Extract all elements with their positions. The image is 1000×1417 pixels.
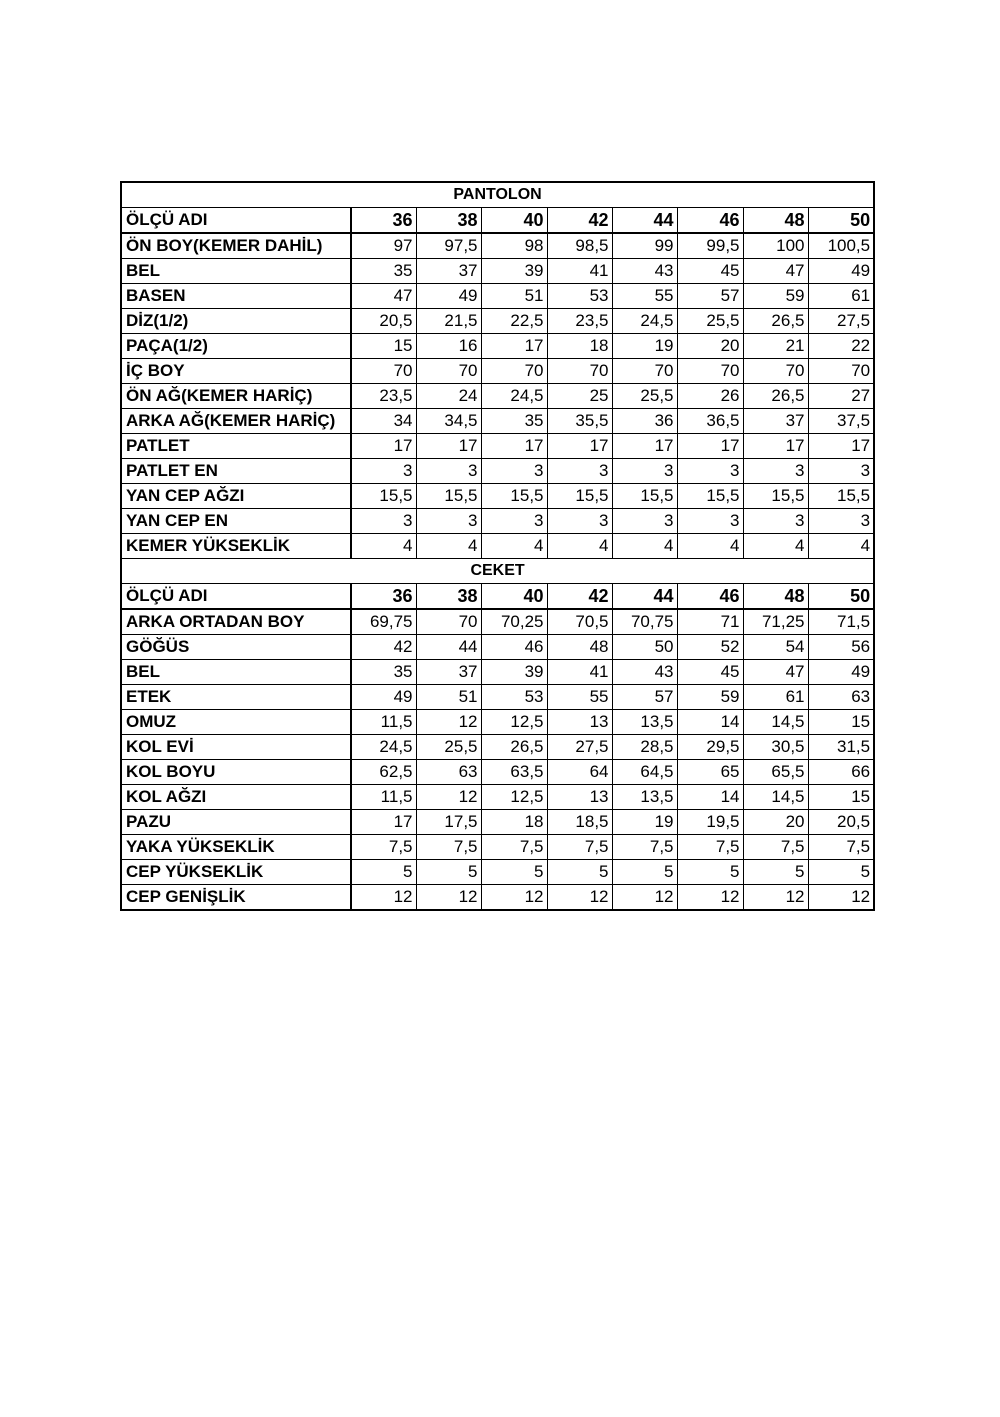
measurement-value: 7,5 xyxy=(743,835,808,860)
measurement-row xyxy=(121,810,874,835)
measurement-label: GÖĞÜS xyxy=(121,635,351,660)
measurement-value: 63 xyxy=(808,685,874,710)
measurement-value: 3 xyxy=(677,459,743,484)
measurement-value: 17 xyxy=(351,810,416,835)
measurement-value: 23,5 xyxy=(547,309,612,334)
measurement-value: 52 xyxy=(677,635,743,660)
measurement-row xyxy=(121,359,874,384)
measurement-value: 5 xyxy=(808,860,874,885)
measurement-value: 98,5 xyxy=(547,233,612,259)
measurement-value: 70 xyxy=(416,609,481,635)
measurement-label: BEL xyxy=(121,259,351,284)
measurement-value: 47 xyxy=(351,284,416,309)
size-header-cell: 40 xyxy=(481,208,547,234)
measurement-value: 70 xyxy=(416,359,481,384)
measurement-value: 3 xyxy=(677,509,743,534)
measurement-label: ETEK xyxy=(121,685,351,710)
measurement-label: OMUZ xyxy=(121,710,351,735)
measurement-value: 12 xyxy=(416,785,481,810)
measurement-name-header: ÖLÇÜ ADI xyxy=(121,208,351,234)
measurement-value: 4 xyxy=(743,534,808,559)
measurement-label: YAKA YÜKSEKLİK xyxy=(121,835,351,860)
measurement-value: 3 xyxy=(547,459,612,484)
measurement-value: 13 xyxy=(547,785,612,810)
measurement-row xyxy=(121,459,874,484)
measurement-value: 17 xyxy=(481,434,547,459)
measurement-value: 3 xyxy=(481,459,547,484)
section-title-row xyxy=(121,182,874,208)
measurement-value: 15,5 xyxy=(808,484,874,509)
measurement-value: 19 xyxy=(612,810,677,835)
size-chart-table xyxy=(120,181,875,911)
measurement-label: KOL AĞZI xyxy=(121,785,351,810)
measurement-row xyxy=(121,384,874,409)
measurement-value: 13,5 xyxy=(612,710,677,735)
measurement-value: 15,5 xyxy=(612,484,677,509)
measurement-value: 20,5 xyxy=(351,309,416,334)
measurement-value: 18 xyxy=(481,810,547,835)
size-header-cell: 36 xyxy=(351,208,416,234)
measurement-value: 48 xyxy=(547,635,612,660)
measurement-value: 4 xyxy=(416,534,481,559)
measurement-value: 12 xyxy=(416,885,481,911)
measurement-value: 12 xyxy=(416,710,481,735)
measurement-value: 37,5 xyxy=(808,409,874,434)
measurement-value: 15,5 xyxy=(743,484,808,509)
measurement-value: 70,5 xyxy=(547,609,612,635)
measurement-value: 35 xyxy=(481,409,547,434)
measurement-row xyxy=(121,685,874,710)
measurement-value: 29,5 xyxy=(677,735,743,760)
measurement-value: 49 xyxy=(351,685,416,710)
measurement-value: 97 xyxy=(351,233,416,259)
measurement-value: 53 xyxy=(547,284,612,309)
measurement-value: 3 xyxy=(612,459,677,484)
measurement-label: ÖN BOY(KEMER DAHİL) xyxy=(121,233,351,259)
measurement-value: 7,5 xyxy=(547,835,612,860)
measurement-value: 47 xyxy=(743,259,808,284)
measurement-value: 27,5 xyxy=(808,309,874,334)
measurement-value: 27 xyxy=(808,384,874,409)
measurement-value: 19 xyxy=(612,334,677,359)
size-header-cell: 48 xyxy=(743,584,808,610)
measurement-row xyxy=(121,635,874,660)
measurement-value: 70 xyxy=(351,359,416,384)
measurement-value: 65 xyxy=(677,760,743,785)
measurement-value: 22,5 xyxy=(481,309,547,334)
size-header-cell: 36 xyxy=(351,584,416,610)
measurement-value: 7,5 xyxy=(351,835,416,860)
measurement-value: 12 xyxy=(612,885,677,911)
measurement-value: 31,5 xyxy=(808,735,874,760)
measurement-value: 3 xyxy=(808,459,874,484)
measurement-value: 3 xyxy=(351,509,416,534)
size-header-cell: 48 xyxy=(743,208,808,234)
measurement-row xyxy=(121,710,874,735)
measurement-value: 12 xyxy=(743,885,808,911)
measurement-value: 26,5 xyxy=(481,735,547,760)
measurement-value: 5 xyxy=(416,860,481,885)
measurement-value: 17 xyxy=(416,434,481,459)
measurement-value: 97,5 xyxy=(416,233,481,259)
size-header-cell: 50 xyxy=(808,208,874,234)
measurement-value: 56 xyxy=(808,635,874,660)
measurement-value: 15 xyxy=(808,785,874,810)
measurement-value: 22 xyxy=(808,334,874,359)
measurement-value: 30,5 xyxy=(743,735,808,760)
measurement-value: 12,5 xyxy=(481,785,547,810)
measurement-value: 21 xyxy=(743,334,808,359)
measurement-value: 64 xyxy=(547,760,612,785)
measurement-value: 99,5 xyxy=(677,233,743,259)
measurement-value: 5 xyxy=(677,860,743,885)
measurement-value: 5 xyxy=(547,860,612,885)
measurement-value: 5 xyxy=(743,860,808,885)
measurement-value: 65,5 xyxy=(743,760,808,785)
measurement-value: 70,75 xyxy=(612,609,677,635)
measurement-value: 17 xyxy=(612,434,677,459)
measurement-value: 19,5 xyxy=(677,810,743,835)
measurement-value: 17 xyxy=(808,434,874,459)
measurement-value: 4 xyxy=(547,534,612,559)
measurement-value: 17,5 xyxy=(416,810,481,835)
size-header-cell: 46 xyxy=(677,584,743,610)
measurement-value: 4 xyxy=(351,534,416,559)
size-header-cell: 40 xyxy=(481,584,547,610)
measurement-value: 15,5 xyxy=(351,484,416,509)
measurement-label: PAÇA(1/2) xyxy=(121,334,351,359)
measurement-value: 23,5 xyxy=(351,384,416,409)
measurement-value: 70 xyxy=(743,359,808,384)
measurement-label: ARKA ORTADAN BOY xyxy=(121,609,351,635)
measurement-label: ÖN AĞ(KEMER HARİÇ) xyxy=(121,384,351,409)
measurement-value: 4 xyxy=(677,534,743,559)
measurement-value: 37 xyxy=(416,259,481,284)
measurement-value: 7,5 xyxy=(481,835,547,860)
measurement-value: 5 xyxy=(481,860,547,885)
measurement-value: 51 xyxy=(481,284,547,309)
measurement-value: 55 xyxy=(547,685,612,710)
measurement-label: CEP YÜKSEKLİK xyxy=(121,860,351,885)
size-header-cell: 44 xyxy=(612,584,677,610)
measurement-value: 3 xyxy=(416,459,481,484)
measurement-value: 12 xyxy=(677,885,743,911)
measurement-value: 55 xyxy=(612,284,677,309)
measurement-value: 25,5 xyxy=(677,309,743,334)
measurement-label: YAN CEP EN xyxy=(121,509,351,534)
measurement-row xyxy=(121,885,874,911)
measurement-value: 66 xyxy=(808,760,874,785)
measurement-row xyxy=(121,660,874,685)
measurement-value: 39 xyxy=(481,259,547,284)
measurement-value: 35,5 xyxy=(547,409,612,434)
measurement-row xyxy=(121,233,874,259)
measurement-value: 20 xyxy=(677,334,743,359)
measurement-value: 70 xyxy=(612,359,677,384)
measurement-value: 3 xyxy=(481,509,547,534)
measurement-value: 4 xyxy=(481,534,547,559)
measurement-value: 12 xyxy=(808,885,874,911)
measurement-value: 12 xyxy=(351,885,416,911)
measurement-value: 59 xyxy=(743,284,808,309)
measurement-value: 4 xyxy=(612,534,677,559)
measurement-value: 26,5 xyxy=(743,384,808,409)
measurement-value: 12 xyxy=(547,885,612,911)
measurement-label: KEMER YÜKSEKLİK xyxy=(121,534,351,559)
measurement-value: 71 xyxy=(677,609,743,635)
measurement-value: 3 xyxy=(612,509,677,534)
measurement-value: 63,5 xyxy=(481,760,547,785)
measurement-value: 26 xyxy=(677,384,743,409)
measurement-value: 3 xyxy=(416,509,481,534)
measurement-value: 24,5 xyxy=(481,384,547,409)
measurement-value: 18,5 xyxy=(547,810,612,835)
measurement-value: 25 xyxy=(547,384,612,409)
section-title: PANTOLON xyxy=(121,182,874,208)
measurement-value: 70 xyxy=(547,359,612,384)
measurement-value: 5 xyxy=(612,860,677,885)
measurement-value: 39 xyxy=(481,660,547,685)
measurement-value: 15 xyxy=(808,710,874,735)
measurement-value: 18 xyxy=(547,334,612,359)
measurement-value: 59 xyxy=(677,685,743,710)
measurement-value: 44 xyxy=(416,635,481,660)
measurement-label: İÇ BOY xyxy=(121,359,351,384)
measurement-value: 37 xyxy=(416,660,481,685)
measurement-row xyxy=(121,860,874,885)
size-header-row xyxy=(121,208,874,234)
measurement-label: KOL BOYU xyxy=(121,760,351,785)
measurement-value: 45 xyxy=(677,660,743,685)
measurement-value: 62,5 xyxy=(351,760,416,785)
measurement-value: 17 xyxy=(743,434,808,459)
measurement-row xyxy=(121,484,874,509)
measurement-row xyxy=(121,309,874,334)
measurement-value: 17 xyxy=(547,434,612,459)
measurement-row xyxy=(121,334,874,359)
measurement-value: 17 xyxy=(481,334,547,359)
measurement-value: 26,5 xyxy=(743,309,808,334)
measurement-row xyxy=(121,735,874,760)
size-header-cell: 46 xyxy=(677,208,743,234)
measurement-value: 64,5 xyxy=(612,760,677,785)
measurement-value: 70 xyxy=(677,359,743,384)
measurement-value: 25,5 xyxy=(416,735,481,760)
measurement-value: 34,5 xyxy=(416,409,481,434)
measurement-label: PATLET EN xyxy=(121,459,351,484)
measurement-label: PAZU xyxy=(121,810,351,835)
measurement-value: 11,5 xyxy=(351,785,416,810)
measurement-value: 7,5 xyxy=(612,835,677,860)
measurement-value: 36 xyxy=(612,409,677,434)
measurement-label: DİZ(1/2) xyxy=(121,309,351,334)
measurement-label: ARKA AĞ(KEMER HARİÇ) xyxy=(121,409,351,434)
measurement-value: 3 xyxy=(351,459,416,484)
measurement-value: 15,5 xyxy=(416,484,481,509)
measurement-value: 24,5 xyxy=(351,735,416,760)
measurement-value: 50 xyxy=(612,635,677,660)
measurement-value: 70 xyxy=(481,359,547,384)
measurement-value: 51 xyxy=(416,685,481,710)
measurement-name-header: ÖLÇÜ ADI xyxy=(121,584,351,610)
measurement-value: 24 xyxy=(416,384,481,409)
size-header-cell: 42 xyxy=(547,584,612,610)
measurement-value: 13,5 xyxy=(612,785,677,810)
size-header-cell: 44 xyxy=(612,208,677,234)
measurement-value: 3 xyxy=(743,509,808,534)
measurement-value: 99 xyxy=(612,233,677,259)
section-title-row xyxy=(121,559,874,584)
measurement-value: 71,25 xyxy=(743,609,808,635)
size-header-row xyxy=(121,584,874,610)
measurement-value: 17 xyxy=(677,434,743,459)
measurement-value: 34 xyxy=(351,409,416,434)
measurement-value: 3 xyxy=(547,509,612,534)
measurement-value: 100,5 xyxy=(808,233,874,259)
measurement-value: 24,5 xyxy=(612,309,677,334)
measurement-value: 53 xyxy=(481,685,547,710)
measurement-value: 14 xyxy=(677,710,743,735)
measurement-value: 11,5 xyxy=(351,710,416,735)
measurement-value: 15,5 xyxy=(547,484,612,509)
measurement-value: 63 xyxy=(416,760,481,785)
measurement-value: 14,5 xyxy=(743,785,808,810)
measurement-value: 16 xyxy=(416,334,481,359)
measurement-label: BASEN xyxy=(121,284,351,309)
measurement-value: 3 xyxy=(743,459,808,484)
measurement-value: 20,5 xyxy=(808,810,874,835)
measurement-row xyxy=(121,434,874,459)
measurement-value: 57 xyxy=(677,284,743,309)
measurement-label: PATLET xyxy=(121,434,351,459)
measurement-value: 15 xyxy=(351,334,416,359)
measurement-value: 61 xyxy=(808,284,874,309)
measurement-label: CEP GENİŞLİK xyxy=(121,885,351,911)
measurement-value: 49 xyxy=(416,284,481,309)
measurement-value: 21,5 xyxy=(416,309,481,334)
measurement-value: 37 xyxy=(743,409,808,434)
measurement-value: 7,5 xyxy=(416,835,481,860)
measurement-label: BEL xyxy=(121,660,351,685)
measurement-value: 54 xyxy=(743,635,808,660)
size-header-cell: 42 xyxy=(547,208,612,234)
table-body xyxy=(121,182,874,910)
measurement-value: 17 xyxy=(351,434,416,459)
measurement-value: 7,5 xyxy=(808,835,874,860)
measurement-value: 28,5 xyxy=(612,735,677,760)
measurement-label: KOL EVİ xyxy=(121,735,351,760)
measurement-value: 42 xyxy=(351,635,416,660)
measurement-value: 49 xyxy=(808,259,874,284)
measurement-value: 36,5 xyxy=(677,409,743,434)
measurement-row xyxy=(121,509,874,534)
measurement-value: 45 xyxy=(677,259,743,284)
measurement-value: 27,5 xyxy=(547,735,612,760)
measurement-value: 35 xyxy=(351,259,416,284)
measurement-row xyxy=(121,259,874,284)
measurement-value: 43 xyxy=(612,660,677,685)
measurement-value: 69,75 xyxy=(351,609,416,635)
measurement-value: 70,25 xyxy=(481,609,547,635)
measurement-row xyxy=(121,409,874,434)
measurement-value: 20 xyxy=(743,810,808,835)
measurement-value: 35 xyxy=(351,660,416,685)
measurement-row xyxy=(121,760,874,785)
measurement-value: 61 xyxy=(743,685,808,710)
measurement-row xyxy=(121,785,874,810)
size-header-cell: 50 xyxy=(808,584,874,610)
measurement-label: YAN CEP AĞZI xyxy=(121,484,351,509)
size-header-cell: 38 xyxy=(416,208,481,234)
measurement-value: 47 xyxy=(743,660,808,685)
measurement-value: 98 xyxy=(481,233,547,259)
measurement-value: 14,5 xyxy=(743,710,808,735)
measurement-value: 41 xyxy=(547,259,612,284)
measurement-value: 4 xyxy=(808,534,874,559)
measurement-value: 100 xyxy=(743,233,808,259)
measurement-value: 15,5 xyxy=(481,484,547,509)
measurement-row xyxy=(121,835,874,860)
measurement-value: 14 xyxy=(677,785,743,810)
measurement-value: 5 xyxy=(351,860,416,885)
measurement-value: 12,5 xyxy=(481,710,547,735)
measurement-value: 3 xyxy=(808,509,874,534)
measurement-value: 71,5 xyxy=(808,609,874,635)
measurement-value: 43 xyxy=(612,259,677,284)
measurement-value: 70 xyxy=(808,359,874,384)
measurement-row xyxy=(121,284,874,309)
measurement-value: 46 xyxy=(481,635,547,660)
size-header-cell: 38 xyxy=(416,584,481,610)
measurement-value: 15,5 xyxy=(677,484,743,509)
measurement-value: 7,5 xyxy=(677,835,743,860)
section-title: CEKET xyxy=(121,559,874,584)
measurement-row xyxy=(121,534,874,559)
measurement-value: 25,5 xyxy=(612,384,677,409)
measurement-row xyxy=(121,609,874,635)
measurement-value: 49 xyxy=(808,660,874,685)
measurement-value: 13 xyxy=(547,710,612,735)
measurement-value: 41 xyxy=(547,660,612,685)
measurement-value: 57 xyxy=(612,685,677,710)
measurement-value: 12 xyxy=(481,885,547,911)
